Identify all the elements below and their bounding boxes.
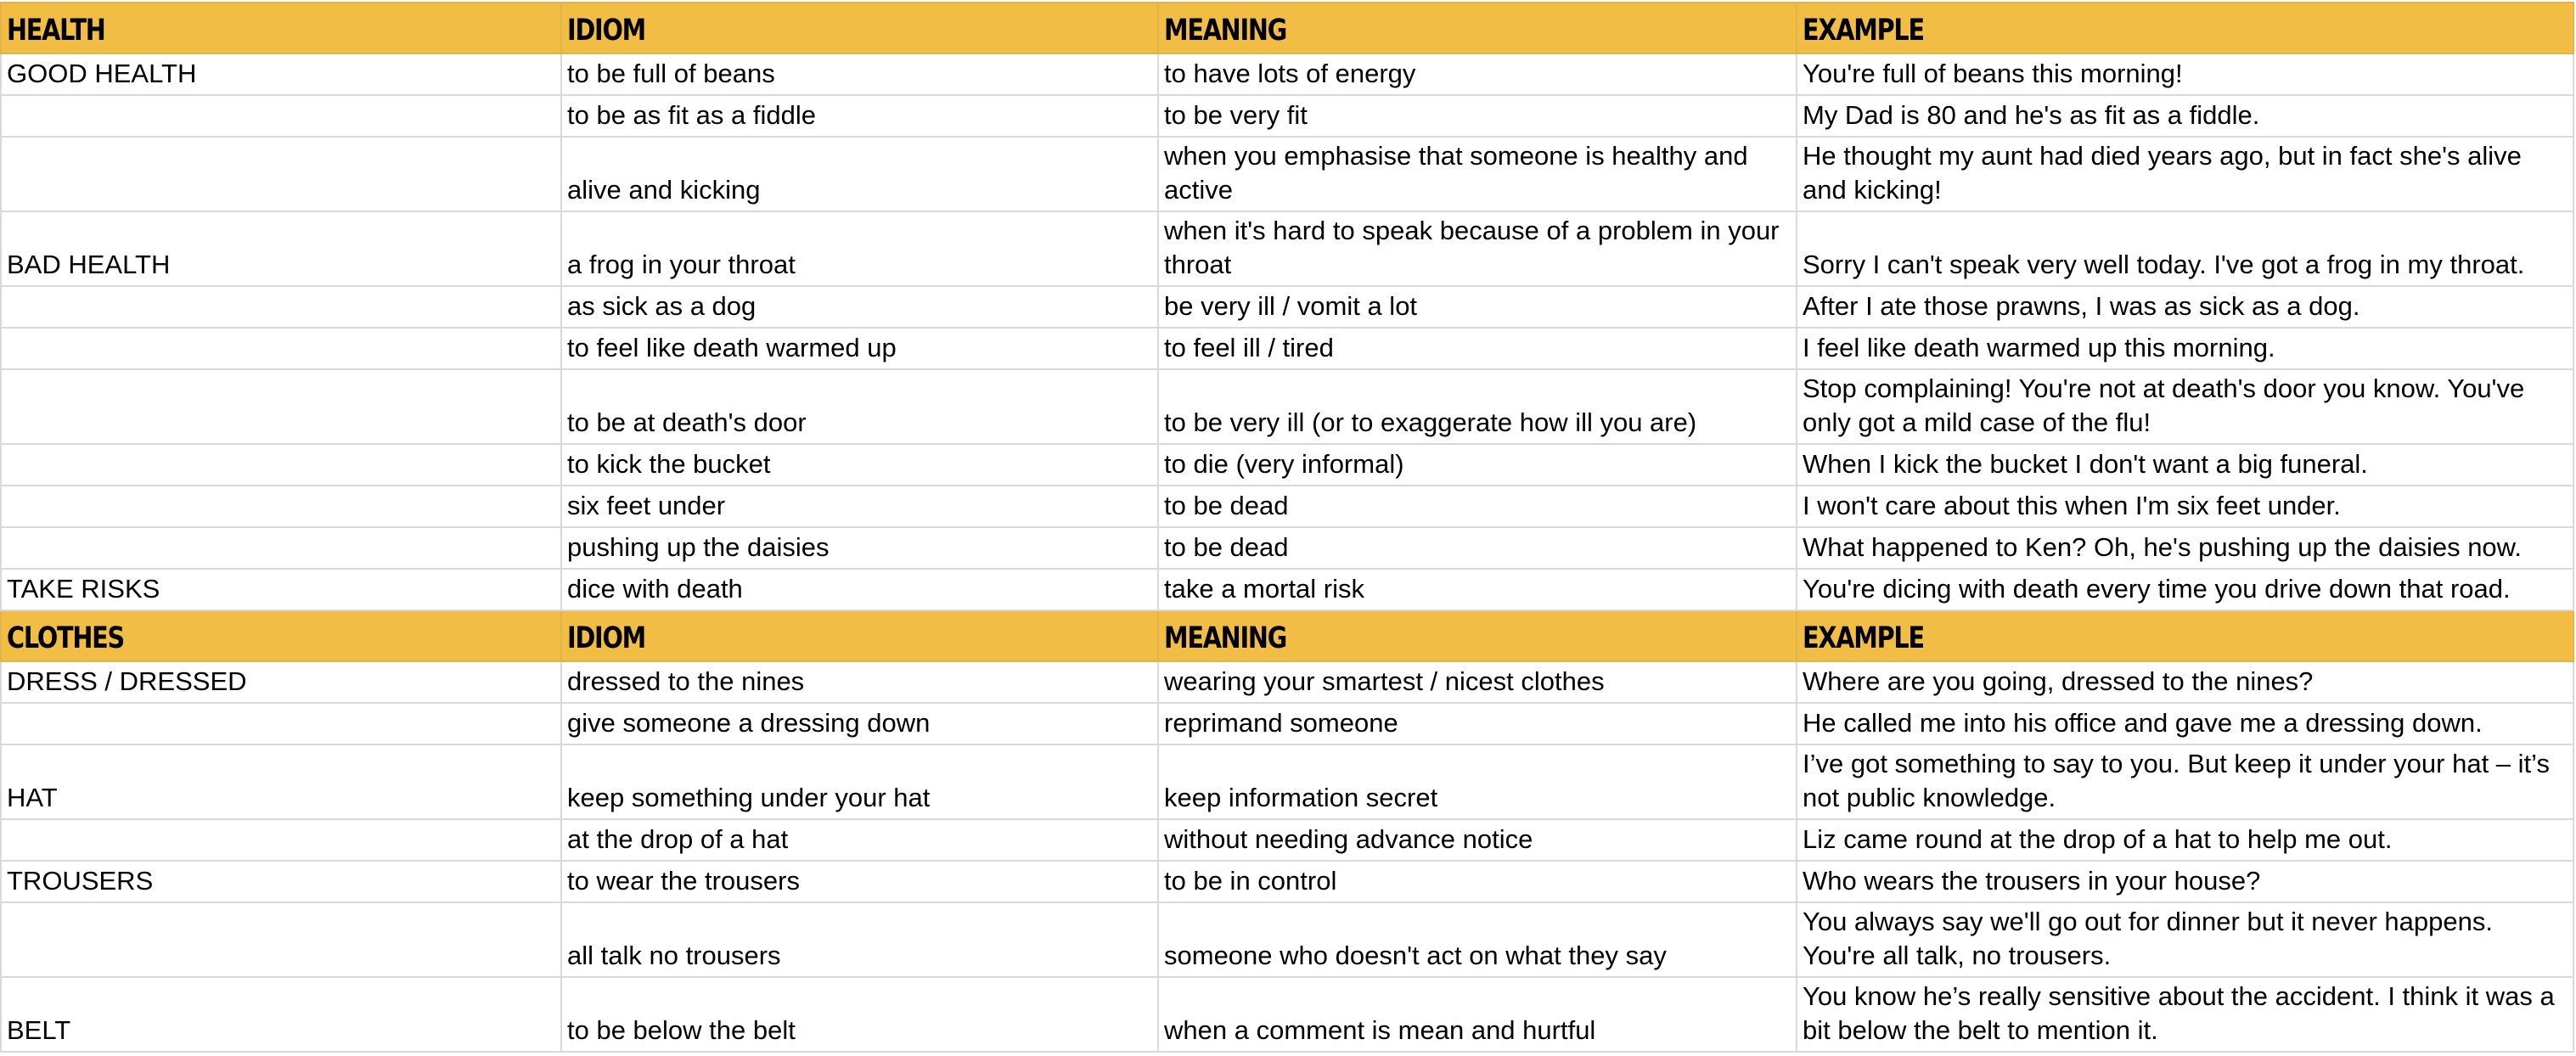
meaning-cell[interactable]: to be very ill (or to exaggerate how ill you are) — [1158, 369, 1797, 444]
example-cell[interactable]: My Dad is 80 and he's as fit as a fiddle. — [1797, 95, 2573, 137]
example-cell[interactable]: After I ate those prawns, I was as sick as a dog. — [1797, 286, 2573, 328]
example-cell[interactable]: He thought my aunt had died years ago, but in fact she's alive and kicking! — [1797, 137, 2573, 211]
category-cell[interactable]: GOOD HEALTH — [1, 53, 561, 95]
category-cell[interactable] — [1, 819, 561, 861]
example-cell[interactable]: When I kick the bucket I don't want a big funeral. — [1797, 444, 2573, 486]
category-cell[interactable] — [1, 486, 561, 527]
idiom-cell[interactable]: dice with death — [561, 569, 1158, 610]
table-row — [1, 703, 2573, 744]
category-cell[interactable]: TROUSERS — [1, 861, 561, 902]
header-cell-meaning[interactable]: MEANING — [1158, 3, 1797, 53]
category-cell[interactable]: TAKE RISKS — [1, 569, 561, 610]
header-cell-idiom[interactable]: IDIOM — [561, 3, 1158, 53]
category-cell[interactable] — [1, 95, 561, 137]
table-row — [1, 95, 2573, 137]
example-cell[interactable]: I’ve got something to say to you. But keep it under your hat – it’s not public knowledge. — [1797, 744, 2573, 819]
category-cell[interactable] — [1, 902, 561, 977]
meaning-cell[interactable]: without needing advance notice — [1158, 819, 1797, 861]
example-cell[interactable]: You're full of beans this morning! — [1797, 53, 2573, 95]
category-cell[interactable] — [1, 444, 561, 486]
category-cell[interactable] — [1, 286, 561, 328]
meaning-cell[interactable]: keep information secret — [1158, 744, 1797, 819]
idiom-cell[interactable]: to be at death's door — [561, 369, 1158, 444]
idiom-cell[interactable]: alive and kicking — [561, 137, 1158, 211]
meaning-cell[interactable]: someone who doesn't act on what they say — [1158, 902, 1797, 977]
meaning-cell[interactable]: reprimand someone — [1158, 703, 1797, 744]
idiom-cell[interactable]: as sick as a dog — [561, 286, 1158, 328]
example-cell[interactable]: What happened to Ken? Oh, he's pushing up the daisies now. — [1797, 527, 2573, 569]
idiom-cell[interactable]: to feel like death warmed up — [561, 328, 1158, 369]
example-cell[interactable]: Where are you going, dressed to the nines? — [1797, 661, 2573, 703]
category-cell[interactable]: BELT — [1, 977, 561, 1052]
category-cell[interactable] — [1, 527, 561, 569]
table-row — [1, 211, 2573, 286]
header-cell-idiom[interactable]: IDIOM — [561, 610, 1158, 661]
header-cell-category[interactable]: CLOTHES — [1, 610, 561, 661]
idiom-cell[interactable]: to kick the bucket — [561, 444, 1158, 486]
meaning-cell[interactable]: wearing your smartest / nicest clothes — [1158, 661, 1797, 703]
example-cell[interactable]: You're dicing with death every time you drive down that road. — [1797, 569, 2573, 610]
table-row — [1, 137, 2573, 211]
meaning-cell[interactable]: to have lots of energy — [1158, 53, 1797, 95]
idiom-cell[interactable]: to be below the belt — [561, 977, 1158, 1052]
idiom-cell[interactable]: six feet under — [561, 486, 1158, 527]
category-cell[interactable] — [1, 369, 561, 444]
idiom-cell[interactable]: to wear the trousers — [561, 861, 1158, 902]
category-cell[interactable] — [1, 137, 561, 211]
meaning-cell[interactable]: to be in control — [1158, 861, 1797, 902]
table-row — [1, 861, 2573, 902]
category-cell[interactable]: BAD HEALTH — [1, 211, 561, 286]
header-cell-example[interactable]: EXAMPLE — [1797, 3, 2573, 53]
table-row — [1, 744, 2573, 819]
table-row — [1, 486, 2573, 527]
example-cell[interactable]: You always say we'll go out for dinner but it never happens. You're all talk, no trousers. — [1797, 902, 2573, 977]
meaning-cell[interactable]: when you emphasise that someone is healthy and active — [1158, 137, 1797, 211]
table-row — [1, 328, 2573, 369]
table-row — [1, 819, 2573, 861]
idiom-cell[interactable]: pushing up the daisies — [561, 527, 1158, 569]
idiom-cell[interactable]: to be as fit as a fiddle — [561, 95, 1158, 137]
meaning-cell[interactable]: to feel ill / tired — [1158, 328, 1797, 369]
meaning-cell[interactable]: to be dead — [1158, 527, 1797, 569]
example-cell[interactable]: Who wears the trousers in your house? — [1797, 861, 2573, 902]
table-row — [1, 369, 2573, 444]
idiom-cell[interactable]: all talk no trousers — [561, 902, 1158, 977]
example-cell[interactable]: You know he’s really sensitive about the accident. I think it was a bit below the belt to mention it. — [1797, 977, 2573, 1052]
example-cell[interactable]: Liz came round at the drop of a hat to help me out. — [1797, 819, 2573, 861]
section-header-clothes — [1, 610, 2573, 661]
table-row — [1, 286, 2573, 328]
example-cell[interactable]: He called me into his office and gave me a dressing down. — [1797, 703, 2573, 744]
section-header-health — [1, 3, 2573, 53]
table-row — [1, 444, 2573, 486]
table-row — [1, 661, 2573, 703]
header-cell-meaning[interactable]: MEANING — [1158, 610, 1797, 661]
table-row — [1, 977, 2573, 1052]
meaning-cell[interactable]: when it's hard to speak because of a problem in your throat — [1158, 211, 1797, 286]
idiom-cell[interactable]: keep something under your hat — [561, 744, 1158, 819]
category-cell[interactable]: DRESS / DRESSED — [1, 661, 561, 703]
meaning-cell[interactable]: to be very fit — [1158, 95, 1797, 137]
table-row — [1, 53, 2573, 95]
example-cell[interactable]: I feel like death warmed up this morning. — [1797, 328, 2573, 369]
example-cell[interactable]: Stop complaining! You're not at death's door you know. You've only got a mild case of the flu! — [1797, 369, 2573, 444]
category-cell[interactable] — [1, 328, 561, 369]
meaning-cell[interactable]: when a comment is mean and hurtful — [1158, 977, 1797, 1052]
header-cell-example[interactable]: EXAMPLE — [1797, 610, 2573, 661]
category-cell[interactable] — [1, 703, 561, 744]
idiom-cell[interactable]: a frog in your throat — [561, 211, 1158, 286]
meaning-cell[interactable]: take a mortal risk — [1158, 569, 1797, 610]
idiom-cell[interactable]: at the drop of a hat — [561, 819, 1158, 861]
meaning-cell[interactable]: to be dead — [1158, 486, 1797, 527]
header-cell-category[interactable]: HEALTH — [1, 3, 561, 53]
category-cell[interactable]: HAT — [1, 744, 561, 819]
meaning-cell[interactable]: to die (very informal) — [1158, 444, 1797, 486]
table-row — [1, 527, 2573, 569]
example-cell[interactable]: Sorry I can't speak very well today. I've got a frog in my throat. — [1797, 211, 2573, 286]
table-row — [1, 569, 2573, 610]
example-cell[interactable]: I won't care about this when I'm six feet under. — [1797, 486, 2573, 527]
table-row — [1, 902, 2573, 977]
meaning-cell[interactable]: be very ill / vomit a lot — [1158, 286, 1797, 328]
idiom-cell[interactable]: to be full of beans — [561, 53, 1158, 95]
idiom-cell[interactable]: give someone a dressing down — [561, 703, 1158, 744]
idioms-spreadsheet — [0, 2, 2574, 1053]
idiom-cell[interactable]: dressed to the nines — [561, 661, 1158, 703]
